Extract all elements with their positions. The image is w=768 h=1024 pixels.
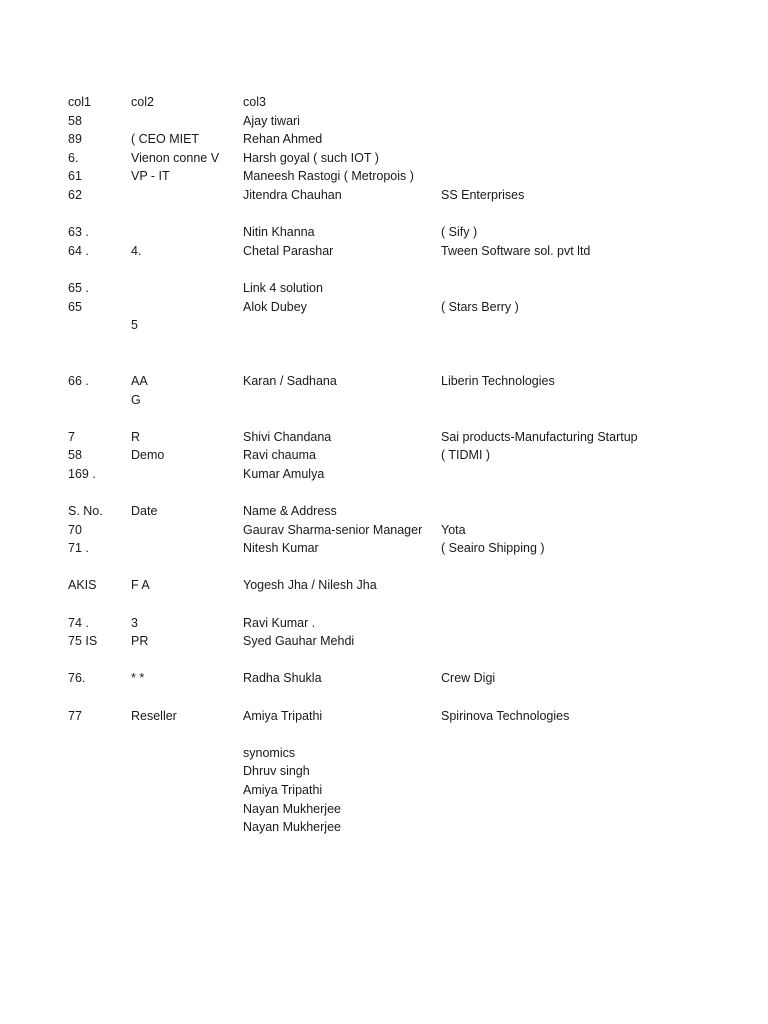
table-row (68, 112, 748, 131)
table-cell-col3: Ravi Kumar . (243, 615, 316, 630)
table-cell-col1: 65 . (68, 280, 89, 295)
table-cell-col1 (68, 335, 131, 354)
table-cell-col4: ( Sify ) (441, 225, 478, 240)
table-cell-col1 (68, 558, 131, 577)
table-cell-col2: Reseller (131, 708, 177, 723)
table-cell-col1 (68, 483, 131, 502)
table-cell-col4: Liberin Technologies (441, 373, 555, 388)
table-cell-col2: col2 (131, 95, 154, 109)
table-cell-col2 (131, 744, 243, 763)
table-cell-col4 (441, 576, 741, 595)
table-cell-col1 (68, 391, 131, 410)
table-row (68, 205, 748, 224)
table-cell-col4 (441, 353, 741, 372)
table-cell-col1: 64 . (68, 243, 89, 258)
table-row (68, 316, 748, 335)
table-row (68, 558, 748, 577)
table-cell-col2 (131, 818, 243, 837)
table-cell-col3: Gaurav Sharma-senior Manager (243, 522, 423, 537)
table-cell-col1: 58 (68, 448, 82, 463)
table-cell-col2 (131, 260, 243, 279)
table-cell-col3: Chetal Parashar (243, 243, 334, 258)
table-row (68, 409, 748, 428)
table-cell-col1: 76. (68, 671, 86, 686)
table-cell-col1: 63 . (68, 225, 89, 240)
table-cell-col2 (131, 298, 243, 317)
table-cell-col4 (441, 632, 741, 651)
table-cell-col3: Dhruv singh (243, 764, 310, 779)
table-cell-col3: Link 4 solution (243, 280, 323, 295)
table-row (68, 279, 748, 298)
table-cell-col2: Demo (131, 448, 165, 463)
table-cell-col4: ( Stars Berry ) (441, 299, 519, 314)
table-cell-col1 (68, 353, 131, 372)
table-cell-col3 (243, 205, 441, 224)
table-cell-col3: Ravi chauma (243, 448, 316, 463)
table-cell-col1 (68, 595, 131, 614)
table-cell-col4 (441, 112, 741, 131)
table-row (68, 651, 748, 670)
table-cell-col3: synomics (243, 745, 296, 760)
table-cell-col4: Crew Digi (441, 671, 496, 686)
table-cell-col4 (441, 744, 741, 763)
table-cell-col4 (441, 762, 741, 781)
table-row (68, 521, 748, 540)
spreadsheet-table (68, 93, 748, 837)
table-cell-col4: ( TIDMI ) (441, 448, 491, 463)
table-cell-col1: 66 . (68, 373, 89, 388)
table-row (68, 260, 748, 279)
table-row (68, 744, 748, 763)
table-row (68, 595, 748, 614)
table-cell-col2 (131, 800, 243, 819)
table-row (68, 614, 748, 633)
table-cell-col4 (441, 502, 741, 521)
table-cell-col3 (243, 409, 441, 428)
table-row (68, 576, 748, 595)
table-cell-col3 (243, 335, 441, 354)
table-cell-col1 (68, 260, 131, 279)
table-cell-col1 (68, 725, 131, 744)
table-cell-col4 (441, 335, 741, 354)
table-cell-col3 (243, 391, 441, 410)
table-row (68, 818, 748, 837)
table-cell-col2 (131, 558, 243, 577)
table-cell-col1: col1 (68, 95, 91, 109)
table-cell-col3 (243, 316, 441, 335)
table-row (68, 669, 748, 688)
table-row (68, 242, 748, 261)
table-cell-col2: 5 (131, 318, 138, 333)
table-cell-col4 (441, 483, 741, 502)
table-cell-col4: Spirinova Technologies (441, 708, 570, 723)
table-cell-col4 (441, 260, 741, 279)
table-cell-col2 (131, 521, 243, 540)
table-cell-col3 (243, 651, 441, 670)
table-cell-col3: Nitin Khanna (243, 225, 315, 240)
table-cell-col4: ( Seairo Shipping ) (441, 541, 545, 556)
table-cell-col1: 71 . (68, 541, 89, 556)
table-cell-col1: AKIS (68, 578, 97, 593)
table-row (68, 688, 748, 707)
table-cell-col1: 74 . (68, 615, 89, 630)
table-cell-col3: Shivi Chandana (243, 429, 332, 444)
table-cell-col1: S. No. (68, 504, 103, 519)
table-cell-col2 (131, 409, 243, 428)
table-row (68, 186, 748, 205)
table-cell-col4 (441, 800, 741, 819)
table-cell-col2: R (131, 429, 141, 444)
table-cell-col1 (68, 818, 131, 837)
table-cell-col4 (441, 651, 741, 670)
table-cell-col1 (68, 316, 131, 335)
table-cell-col1 (68, 781, 131, 800)
table-cell-col4: Yota (441, 522, 466, 537)
table-cell-col4: SS Enterprises (441, 187, 525, 202)
table-row (68, 632, 748, 651)
table-cell-col3: Yogesh Jha / Nilesh Jha (243, 578, 377, 593)
table-cell-col4 (441, 781, 741, 800)
table-cell-col1: 70 (68, 522, 82, 537)
table-cell-col2: Date (131, 504, 158, 519)
table-cell-col2 (131, 483, 243, 502)
table-cell-col2 (131, 223, 243, 242)
table-row (68, 502, 748, 521)
table-cell-col3: Nitesh Kumar (243, 541, 319, 556)
table-cell-col3 (243, 483, 441, 502)
table-cell-col1: 61 (68, 169, 82, 184)
table-cell-col2 (131, 762, 243, 781)
table-cell-col2: 3 (131, 615, 138, 630)
table-cell-col2 (131, 595, 243, 614)
table-cell-col1: 89 (68, 132, 82, 147)
table-cell-col2 (131, 651, 243, 670)
table-cell-col2: Vienon conne V (131, 150, 220, 165)
table-cell-col2 (131, 465, 243, 484)
table-cell-col4: Sai products-Manufacturing Startup (441, 429, 638, 444)
table-cell-col3: Name & Address (243, 504, 337, 519)
table-cell-col4 (441, 130, 741, 149)
table-cell-col1 (68, 205, 131, 224)
table-cell-col4 (441, 614, 741, 633)
table-row (68, 762, 748, 781)
table-cell-col4 (441, 558, 741, 577)
table-cell-col3: col3 (243, 95, 266, 109)
table-cell-col2: VP - IT (131, 169, 170, 184)
table-cell-col4 (441, 595, 741, 614)
table-row (68, 800, 748, 819)
table-cell-col2: ( CEO MIET (131, 132, 200, 147)
table-cell-col2: 4. (131, 243, 142, 258)
table-cell-col3 (243, 595, 441, 614)
table-cell-col4 (441, 205, 741, 224)
table-cell-col2: AA (131, 373, 148, 388)
table-cell-col2: G (131, 392, 141, 407)
table-row (68, 93, 748, 112)
table-cell-col1 (68, 744, 131, 763)
table-cell-col4 (441, 93, 741, 112)
table-cell-col2 (131, 725, 243, 744)
table-row (68, 428, 748, 447)
table-cell-col2 (131, 279, 243, 298)
table-cell-col3: Ajay tiwari (243, 113, 300, 128)
table-cell-col1: 169 . (68, 466, 96, 481)
table-cell-col1: 7 (68, 429, 75, 444)
table-cell-col4 (441, 818, 741, 837)
table-cell-col2 (131, 186, 243, 205)
table-row (68, 483, 748, 502)
table-row (68, 335, 748, 354)
table-cell-col2 (131, 205, 243, 224)
table-row (68, 446, 748, 465)
table-row (68, 298, 748, 317)
table-cell-col2 (131, 781, 243, 800)
table-cell-col3 (243, 353, 441, 372)
table-cell-col1: 58 (68, 113, 82, 128)
table-cell-col4 (441, 688, 741, 707)
table-row (68, 465, 748, 484)
table-cell-col3: Syed Gauhar Mehdi (243, 634, 355, 649)
table-cell-col1 (68, 688, 131, 707)
table-cell-col1 (68, 762, 131, 781)
table-row (68, 223, 748, 242)
table-row (68, 725, 748, 744)
table-cell-col1: 75 IS (68, 634, 98, 649)
table-row (68, 781, 748, 800)
table-cell-col2: PR (131, 634, 149, 649)
table-cell-col2 (131, 335, 243, 354)
table-cell-col4 (441, 465, 741, 484)
table-row (68, 539, 748, 558)
table-cell-col4 (441, 149, 741, 168)
table-cell-col4: Tween Software sol. pvt ltd (441, 243, 591, 258)
table-cell-col1: 77 (68, 708, 82, 723)
table-cell-col3 (243, 260, 441, 279)
table-cell-col3: Alok Dubey (243, 299, 307, 314)
table-cell-col3: Harsh goyal ( such IOT ) (243, 150, 379, 165)
table-cell-col1 (68, 409, 131, 428)
table-cell-col2: F A (131, 578, 150, 593)
table-cell-col2 (131, 539, 243, 558)
table-cell-col3: Radha Shukla (243, 671, 322, 686)
table-cell-col2 (131, 688, 243, 707)
table-cell-col3: Kumar Amulya (243, 466, 325, 481)
table-cell-col3 (243, 725, 441, 744)
table-row (68, 391, 748, 410)
table-cell-col3: Nayan Mukherjee (243, 801, 341, 816)
table-cell-col1 (68, 800, 131, 819)
table-cell-col4 (441, 725, 741, 744)
table-row (68, 130, 748, 149)
table-cell-col4 (441, 316, 741, 335)
table-cell-col1 (68, 651, 131, 670)
table-cell-col3: Jitendra Chauhan (243, 187, 342, 202)
table-cell-col4 (441, 391, 741, 410)
table-row (68, 149, 748, 168)
table-cell-col4 (441, 409, 741, 428)
table-cell-col3: Amiya Tripathi (243, 782, 323, 797)
table-cell-col3: Nayan Mukherjee (243, 820, 341, 835)
table-cell-col1: 62 (68, 187, 82, 202)
table-cell-col1: 6. (68, 150, 79, 165)
table-row (68, 353, 748, 372)
table-cell-col4 (441, 167, 741, 186)
table-cell-col3: Amiya Tripathi (243, 708, 323, 723)
table-cell-col2 (131, 112, 243, 131)
table-cell-col3: Karan / Sadhana (243, 373, 337, 388)
table-row (68, 707, 748, 726)
table-cell-col3 (243, 558, 441, 577)
table-cell-col3: Maneesh Rastogi ( Metropois ) (243, 169, 414, 184)
table-cell-col2 (131, 353, 243, 372)
table-cell-col4 (441, 279, 741, 298)
table-cell-col3 (243, 688, 441, 707)
table-cell-col3: Rehan Ahmed (243, 132, 323, 147)
table-row (68, 372, 748, 391)
table-cell-col2: * * (131, 671, 145, 686)
table-cell-col1: 65 (68, 299, 82, 314)
table-row (68, 167, 748, 186)
